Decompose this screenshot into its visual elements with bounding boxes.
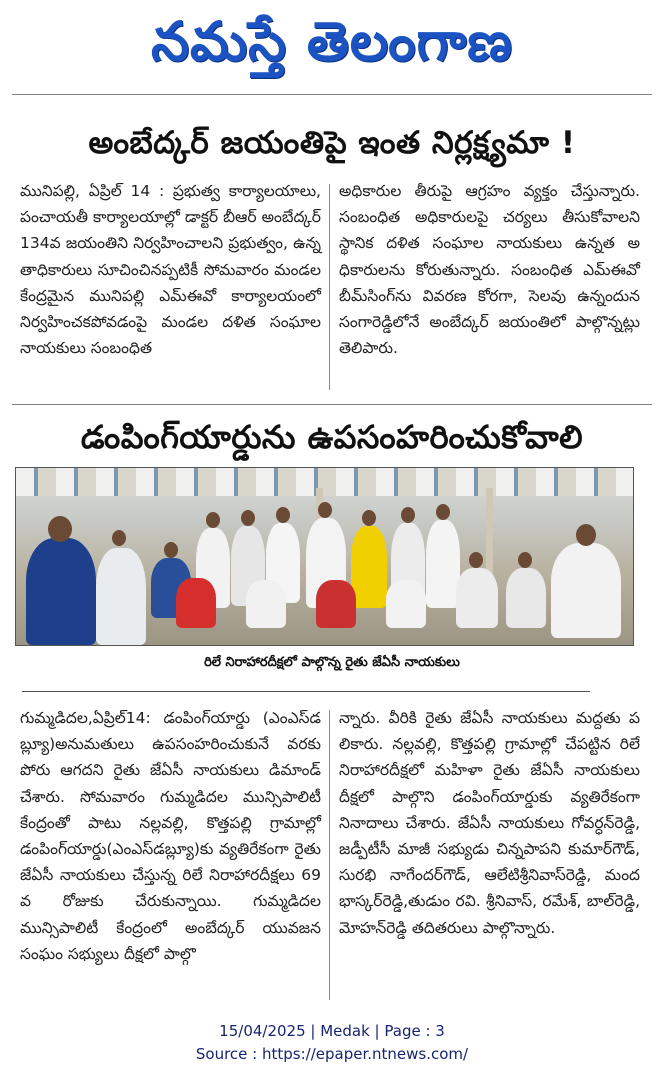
article1-headline: అంబేద్కర్ జయంతిపై ఇంత నిర్లక్ష్యమా ! — [88, 125, 576, 161]
article-divider — [12, 404, 652, 405]
article2-headline: డంపింగ్‌యార్డును ఉపసంహరించుకోవాలి — [80, 418, 584, 456]
article2-column-left: గుమ్మడిదల,ఏప్రిల్14: డంపింగ్‌యార్డు (ఎంఎస్‌డబ్ల్యూ)అనుమతులు ఉపసంహరించుకునే వరకు పోరు ఆగదని రైతు జేఏసీ నాయకులు డిమాండ్ చేశారు. సోమవారం గుమ్మడిదల మున్సిపాలిటీ కేంద్రంతో పాటు నల్లవల్లి, కొత్తపల్లి గ్రామాల్లో డంపింగ్‌యార్డు(ఎంఎస్‌డబ్ల్యూ)కు వ్యతిరేకంగా రైతు జేఏసీ నాయకులు చేస్తున్న రిలే నిరాహారదీక్షలు 69వ రోజుకు చేరుకున్నాయి. గుమ్మడిదల మున్సిపాలిటీ కేంద్రంలో అంబేద్కర్ యువజన సంఘం సభ్యులు దీక్షలో పాల్గొ — [20, 709, 321, 963]
caption-divider — [22, 691, 590, 692]
source-link[interactable]: Source : https://epaper.ntnews.com/ — [195, 1045, 469, 1063]
masthead-divider — [12, 94, 652, 95]
tent-awning — [16, 468, 633, 496]
article1-column-left: మునిపల్లి, ఏప్రిల్ 14 : ప్రభుత్వ కార్యాలయాలు, పంచాయతీ కార్యాలయాల్లో డాక్టర్ బీఆర్ అంబేద్కర్ 134వ జయంతిని నిర్వహించాలని ప్రభుత్వం, ఉన్నతాధికారులు సూచించినప్పటికీ సోమవారం మండల కేంద్రమైన మునిపల్లి ఎమ్ఈవో కార్యాలయంలో నిర్వహించకపోవడంపై మండల దళిత సంఘాల నాయకులు సంబంధిత — [20, 182, 321, 358]
dateline: 15/04/2025 | Medak | Page : 3 — [219, 1022, 445, 1040]
photo-caption: రిలే నిరాహారదీక్షలో పాల్గొన్న రైతు జేఏసీ నాయకులు — [204, 655, 460, 670]
news-photo — [15, 467, 634, 646]
column-divider — [329, 184, 330, 390]
article1-column-right: అధికారుల తీరుపై ఆగ్రహం వ్యక్తం చేస్తున్నారు. సంబంధిత అధికారులపై చర్యలు తీసుకోవాలని స్థానిక దళిత సంఘాల నాయకులు ఉన్నత అధికారులను కోరుతున్నారు. సంబంధిత ఎమ్ఈవో బీమ్‌సింగ్‌ను వివరణ కోరగా, సెలవు ఉన్నందున సంగారెడ్డిలోనే అంబేద్కర్ జయంతిలో పాల్గొన్నట్లు తెలిపారు. — [339, 182, 640, 358]
article2-column-right: న్నారు. వీరికి రైతు జేఏసీ నాయకులు మద్దతు పలికారు. నల్లవల్లి, కొత్తపల్లి గ్రామాల్లో చేపట్టిన రిలే నిరాహారదీక్షలో మహిళా రైతు జేఏసీ నాయకులు దీక్షలో పాల్గొని డంపింగ్‌యార్డుకు వ్యతిరేకంగా నినాదాలు చేశారు. జేఏసీ నాయకులు గోవర్ధన్‌రెడ్డి, జడ్పీటీసీ మాజీ సభ్యుడు చిన్నపాపని కుమార్‌గౌడ్, సురభి నాగేందర్‌గౌడ్, ఆలేటిశ్రీనివాస్‌రెడ్డి, మందభాస్కర్‌రెడ్డి,తుడుం రవి. శ్రీనివాస్, రమేశ్, బాల్‌రెడ్డి, మోహన్‌రెడ్డి తదితరులు పాల్గొన్నారు. — [339, 709, 640, 937]
column-divider — [329, 710, 330, 1000]
newspaper-masthead: నమస్తే తెలంగాణ — [151, 10, 513, 73]
